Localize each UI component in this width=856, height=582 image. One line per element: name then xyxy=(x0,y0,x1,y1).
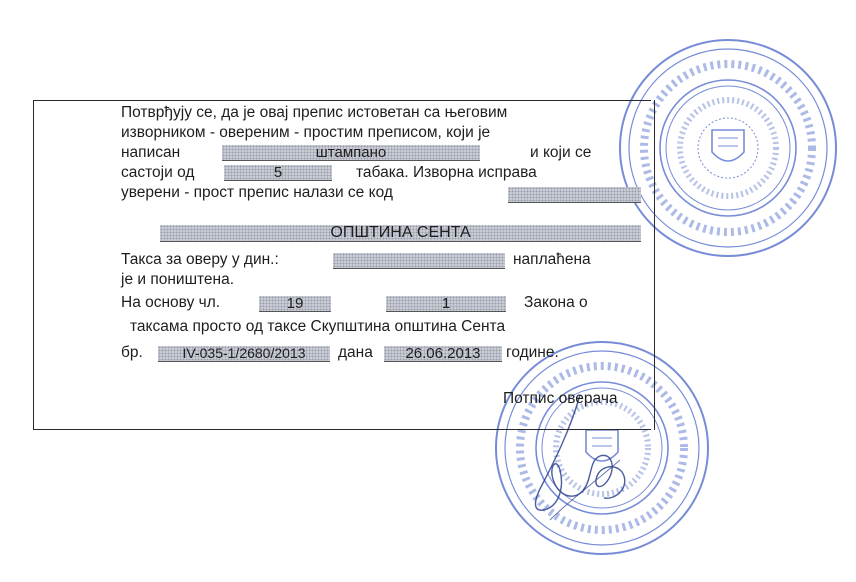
fee-amount-field xyxy=(333,253,505,269)
number-label: бр. xyxy=(121,344,143,361)
fee-label: Такса за оверу у дин.: xyxy=(121,251,279,268)
case-number-field: IV-035-1/2680/2013 xyxy=(158,346,330,362)
signature-label: Потпис оверача xyxy=(503,390,618,407)
composed-label: и који се xyxy=(530,144,592,161)
year-label: године. xyxy=(506,344,559,361)
paragraph-number-field: 1 xyxy=(386,296,506,312)
written-label: написан xyxy=(121,144,181,161)
fee-exemption-text: таксама просто од таксе Скупштина општина Сента xyxy=(130,318,506,335)
fee-cancelled-label: је и поништена. xyxy=(121,271,235,288)
cert-text-line-2: изворником - овереним - простим преписом, који је xyxy=(121,124,491,141)
original-location-field-a xyxy=(508,187,641,203)
original-location-label: уверени - прост препис налази се код xyxy=(121,184,393,201)
legal-basis-label: На основу чл. xyxy=(121,294,221,311)
date-label: дана xyxy=(338,344,373,361)
consists-of-label: састоји од xyxy=(121,164,195,181)
article-number-field: 19 xyxy=(259,296,331,312)
law-label: Закона о xyxy=(524,294,588,311)
fee-charged-label: наплаћена xyxy=(513,251,591,268)
sheets-label: табака. Изворна исправа xyxy=(356,164,537,181)
written-method-field: штампано xyxy=(222,145,480,161)
sheet-count-field: 5 xyxy=(224,165,332,181)
original-holder-field: ОПШТИНА СЕНТА xyxy=(160,225,641,242)
date-field: 26.06.2013 xyxy=(384,346,502,362)
cert-text-line-1: Потврђују се, да је овај препис истоветан са његовим xyxy=(121,104,508,121)
